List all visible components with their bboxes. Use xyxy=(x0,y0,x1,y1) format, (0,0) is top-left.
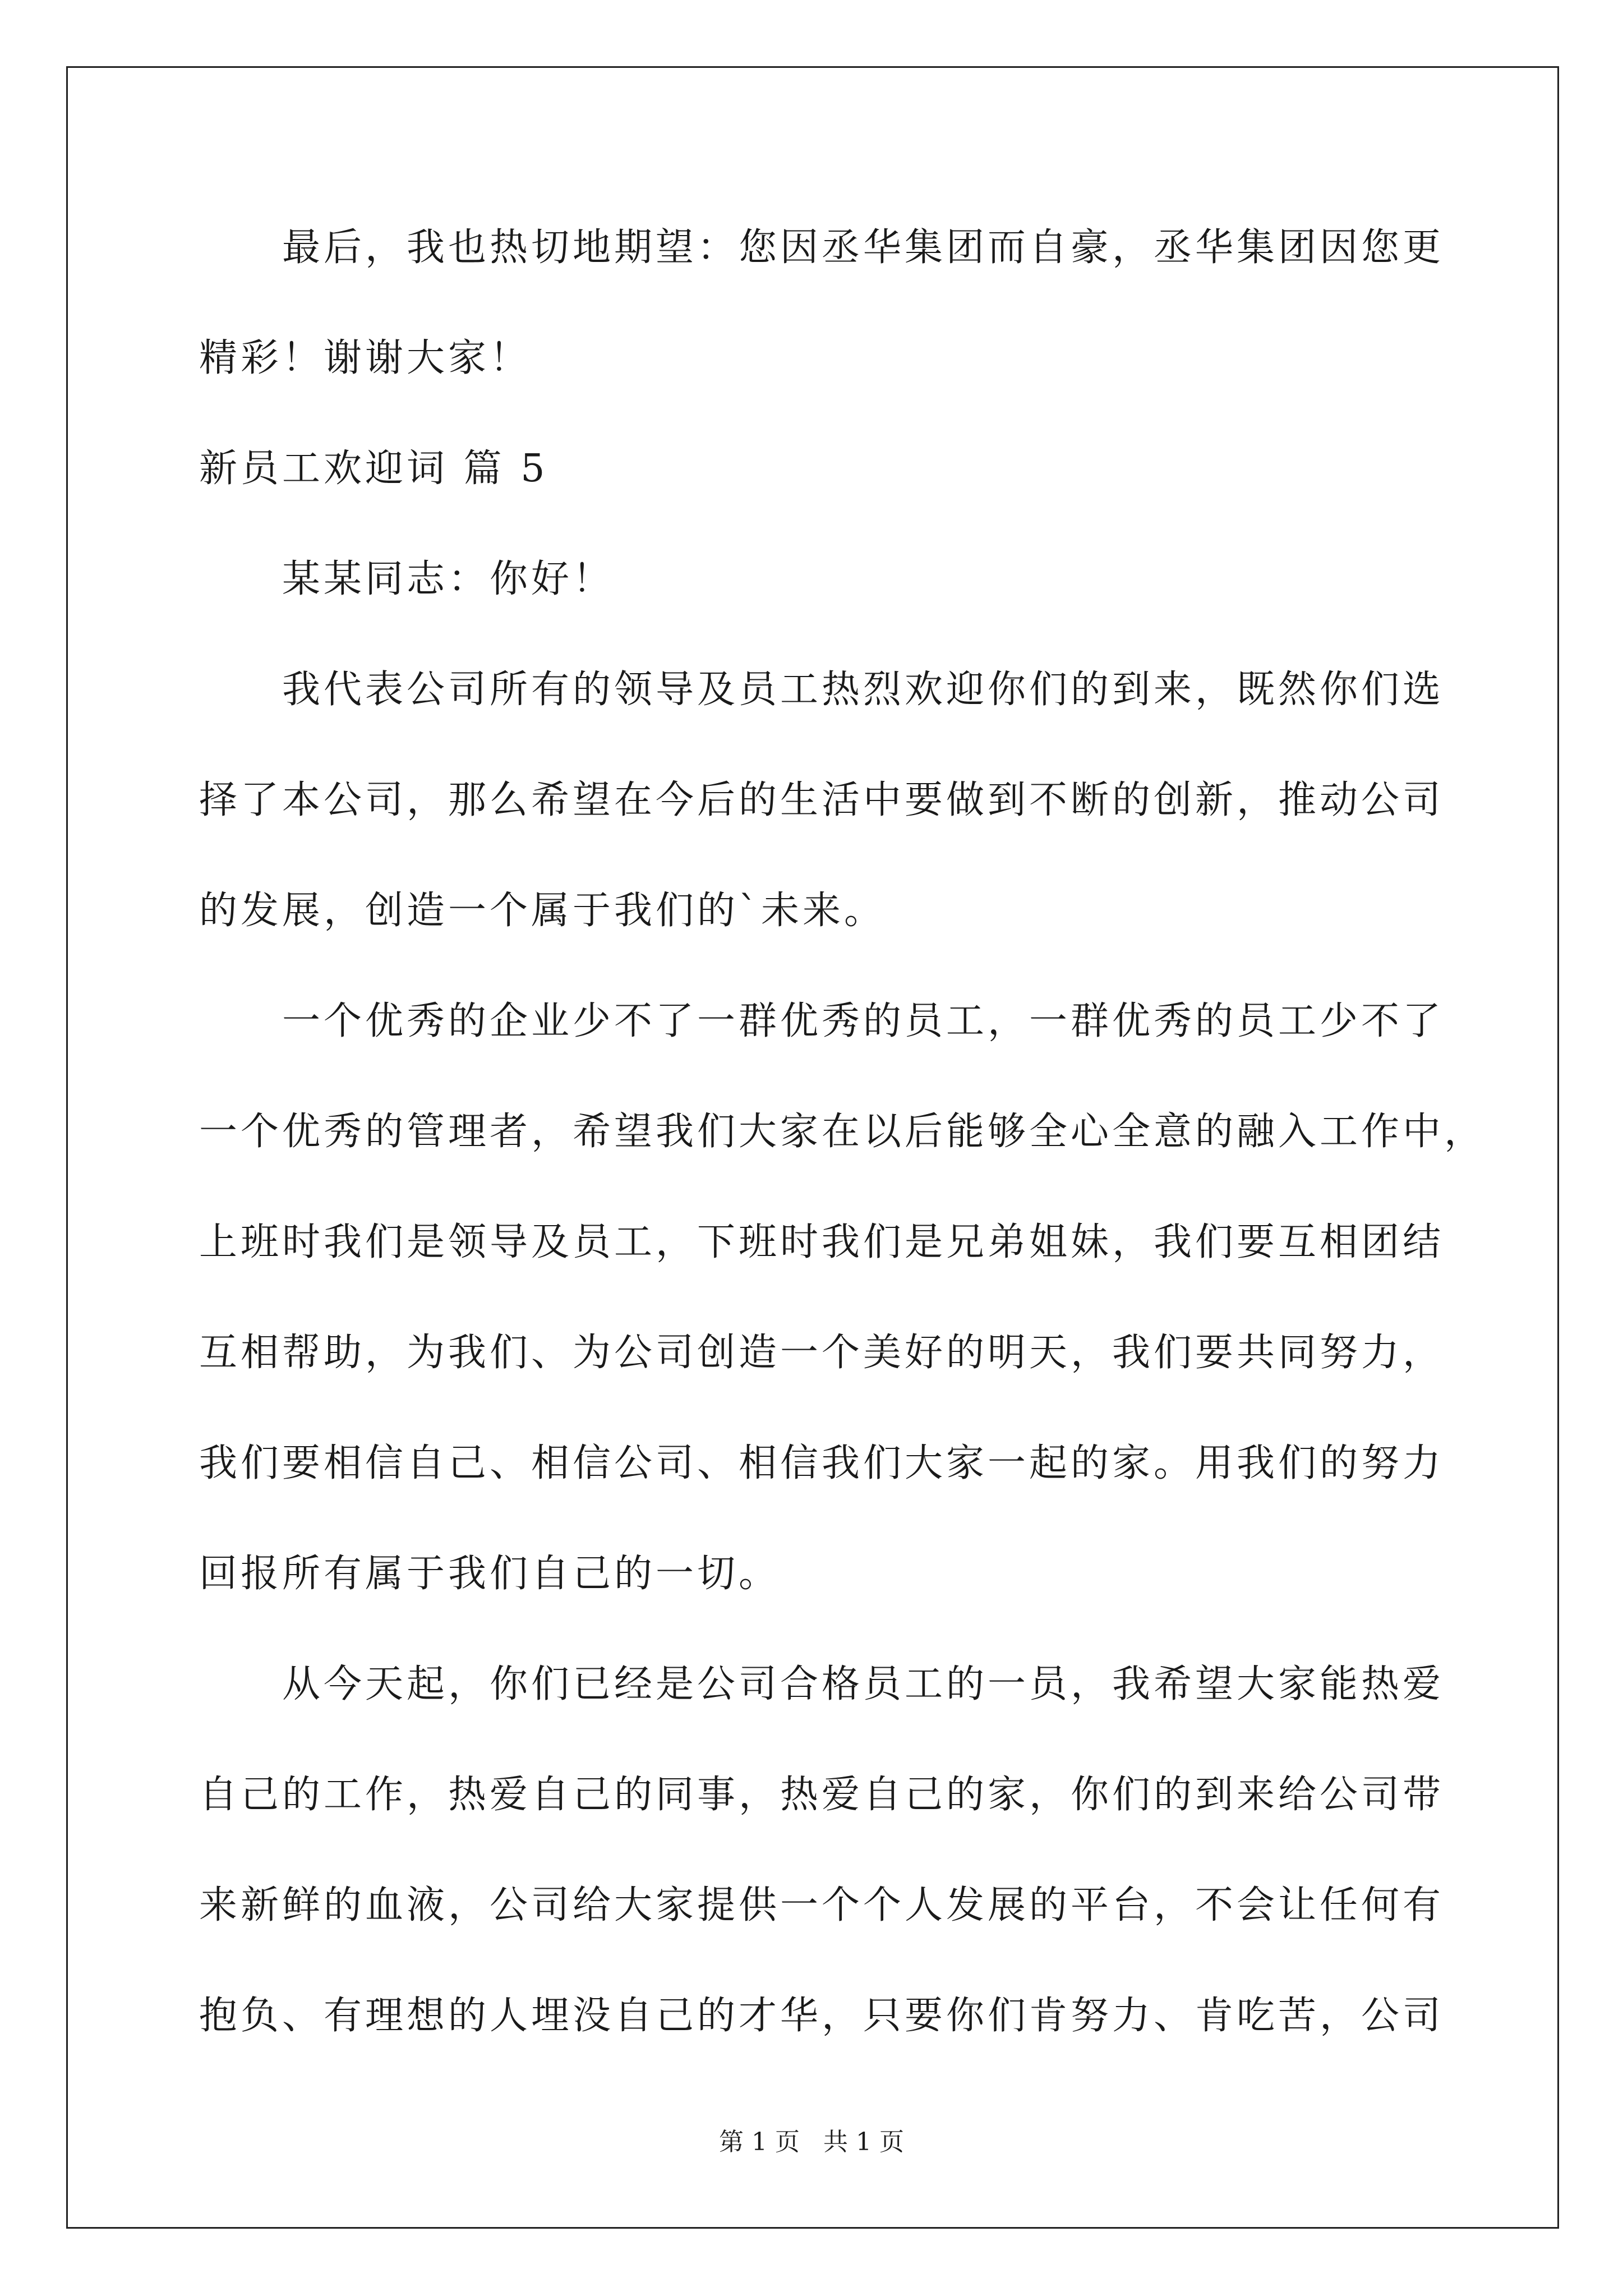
paragraph-line: 我们要相信自己、相信公司、相信我们大家一起的家。用我们的努力 xyxy=(199,1441,1445,1485)
section-heading: 新员工欢迎词 篇 5 xyxy=(199,447,548,491)
paragraph-line: 一个优秀的企业少不了一群优秀的员工，一群优秀的员工少不了 xyxy=(282,999,1445,1043)
paragraph-line: 的发展，创造一个属于我们的`未来。 xyxy=(199,889,886,933)
salutation: 某某同志：你好！ xyxy=(282,557,615,601)
paragraph-line: 自己的工作，热爱自己的同事，热爱自己的家，你们的到来给公司带 xyxy=(199,1773,1445,1817)
paragraph-line: 抱负、有理想的人埋没自己的才华，只要你们肯努力、肯吃苦，公司 xyxy=(199,1994,1445,2038)
paragraph-line: 互相帮助，为我们、为公司创造一个美好的明天，我们要共同努力， xyxy=(199,1331,1445,1375)
paragraph-line: 最后，我也热切地期望：您因丞华集团而自豪，丞华集团因您更 xyxy=(282,226,1445,270)
paragraph-line: 回报所有属于我们自己的一切。 xyxy=(199,1552,781,1596)
page-number-footer: 第 1 页 共 1 页 xyxy=(719,2128,904,2156)
paragraph-line: 择了本公司，那么希望在今后的生活中要做到不断的创新，推动公司 xyxy=(199,778,1445,822)
paragraph-line: 来新鲜的血液，公司给大家提供一个个人发展的平台，不会让任何有 xyxy=(199,1883,1445,1927)
paragraph-line: 我代表公司所有的领导及员工热烈欢迎你们的到来，既然你们选 xyxy=(282,668,1445,712)
paragraph-line: 一个优秀的管理者，希望我们大家在以后能够全心全意的融入工作中， xyxy=(199,1110,1486,1154)
paragraph-line: 上班时我们是领导及员工，下班时我们是兄弟姐妹，我们要互相团结 xyxy=(199,1220,1445,1264)
paragraph-line: 精彩！谢谢大家！ xyxy=(199,336,532,380)
paragraph-line: 从今天起，你们已经是公司合格员工的一员，我希望大家能热爱 xyxy=(282,1662,1445,1706)
